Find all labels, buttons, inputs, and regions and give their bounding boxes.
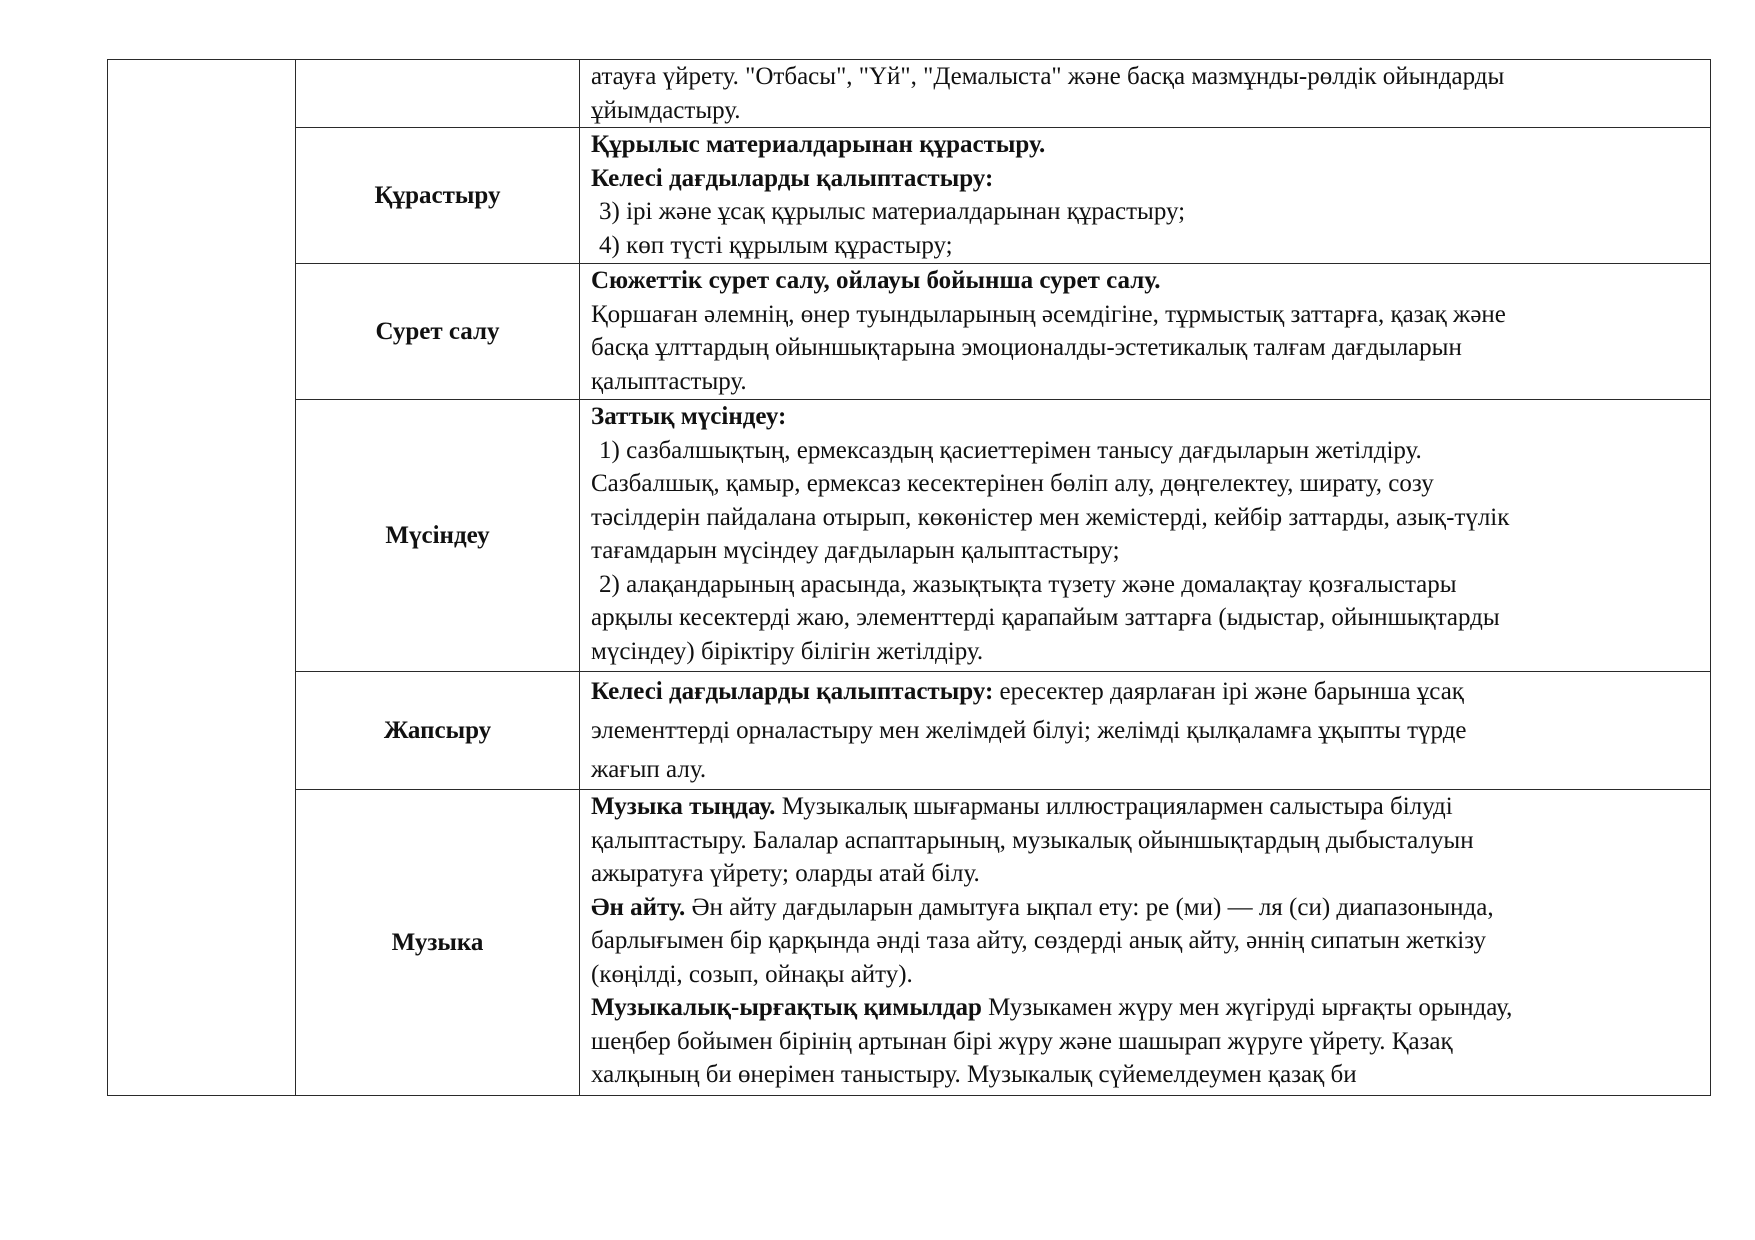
content-line: Сазбалшық, қамыр, ермексаз кесектерінен бөліп алу, дөңгелектеу, ширату, созу	[591, 470, 1434, 497]
content-cell	[580, 400, 1711, 672]
inline-bold-heading: Музыкалық-ырғақтық қимылдар	[591, 994, 982, 1021]
content-line: қалыптастыру.	[591, 367, 747, 395]
table-row	[108, 128, 1711, 264]
curriculum-table	[107, 59, 1711, 1096]
blank-first-column-cell	[108, 60, 296, 1096]
content-line: (көңілді, созып, ойнақы айту).	[591, 960, 913, 988]
content-cell	[580, 790, 1711, 1096]
inline-bold-heading: Ән айту.	[591, 893, 686, 921]
inline-bold-heading: Музыка тыңдау.	[591, 793, 776, 820]
content-line: 2) алақандарының арасында, жазықтықта түзету және домалақтау қозғалыстары	[599, 570, 1457, 598]
table-row	[108, 672, 1711, 790]
content-line: қалыптастыру. Балалар аспаптарының, музыкалық ойыншықтардың дыбысталуын	[591, 826, 1474, 854]
content-line: тағамдарын мүсіндеу дағдыларын қалыптастыру;	[591, 537, 1120, 564]
content-line: Қоршаған әлемнің, өнер туындыларының әсемдігіне, тұрмыстық заттарға, қазақ және	[591, 300, 1506, 328]
content-cell	[580, 128, 1711, 264]
content-heading: Заттық мүсіндеу:	[591, 403, 787, 430]
content-line: мүсіндеу) біріктіру білігін жетілдіру.	[591, 637, 984, 665]
table-row	[108, 400, 1711, 672]
content-heading: Құрылыс материалдарынан құрастыру.	[591, 131, 1046, 158]
content-cell	[580, 264, 1711, 400]
content-line: ұйымдастыру.	[591, 96, 741, 124]
content-line: 1) сазбалшықтың, ермексаздың қасиеттерімен танысу дағдыларын жетілдіру.	[599, 436, 1422, 464]
area-cell-construction: Құрастыру	[296, 128, 580, 264]
area-cell-empty	[296, 60, 580, 128]
table-row	[108, 264, 1711, 400]
content-cell	[580, 60, 1711, 128]
content-line: тәсілдерін пайдалана отырып, көкөністер мен жемістерді, кейбір заттарды, азық-түлік	[591, 503, 1510, 531]
table-row	[108, 60, 1711, 128]
content-line: басқа ұлттардың ойыншықтарына эмоционалды-эстетикалық талғам дағдыларын	[591, 334, 1462, 361]
content-line: Келесі дағдыларды қалыптастыру: ересектер даярлаған ірі және барынша ұсақ	[591, 678, 1464, 705]
content-line: элементтерді орналастыру мен желімдей білуі; желімді қылқаламға ұқыпты түрде	[591, 717, 1467, 744]
content-line: 3) ірі және ұсақ құрылыс материалдарынан құрастыру;	[599, 198, 1186, 225]
area-cell-applique: Жапсыру	[296, 672, 580, 790]
content-line: атауға үйрету. "Отбасы", "Үй", "Демалыста" және басқа мазмұнды-рөлдік ойындарды	[591, 63, 1505, 90]
area-cell-music: Музыка	[296, 790, 580, 1096]
table-row	[108, 790, 1711, 1096]
content-line: 4) көп түсті құрылым құрастыру;	[599, 231, 953, 259]
area-cell-sculpting: Мүсіндеу	[296, 400, 580, 672]
content-line: жағып алу.	[591, 756, 707, 783]
content-line: шеңбер бойымен бірінің артынан бірі жүру және шашырап жүруге үйрету. Қазақ	[591, 1027, 1453, 1055]
content-heading: Келесі дағдыларды қалыптастыру:	[591, 164, 994, 192]
content-line: Ән айту. Ән айту дағдыларын дамытуға ықпал ету: ре (ми) — ля (си) диапазонында,	[591, 893, 1494, 921]
content-line: арқылы кесектерді жаю, элементтерді қарапайым заттарға (ыдыстар, ойыншықтарды	[591, 604, 1500, 631]
content-cell	[580, 672, 1711, 790]
content-line: Музыкалық-ырғақтық қимылдар Музыкамен жүру мен жүгіруді ырғақты орындау,	[591, 994, 1513, 1021]
content-line: ажыратуға үйрету; оларды атай білу.	[591, 860, 980, 887]
content-line: Музыка тыңдау. Музыкалық шығарманы иллюстрациялармен салыстыра білуді	[591, 793, 1453, 820]
content-line: халқының би өнерімен таныстыру. Музыкалық сүйемелдеумен қазақ би	[591, 1061, 1357, 1088]
content-line: барлығымен бір қарқында әнді таза айту, сөздерді анық айту, әннің сипатын жеткізу	[591, 927, 1487, 954]
area-cell-drawing: Сурет салу	[296, 264, 580, 400]
content-heading: Сюжеттік сурет салу, ойлауы бойынша сурет салу.	[591, 267, 1161, 294]
inline-bold-heading: Келесі дағдыларды қалыптастыру:	[591, 678, 994, 705]
